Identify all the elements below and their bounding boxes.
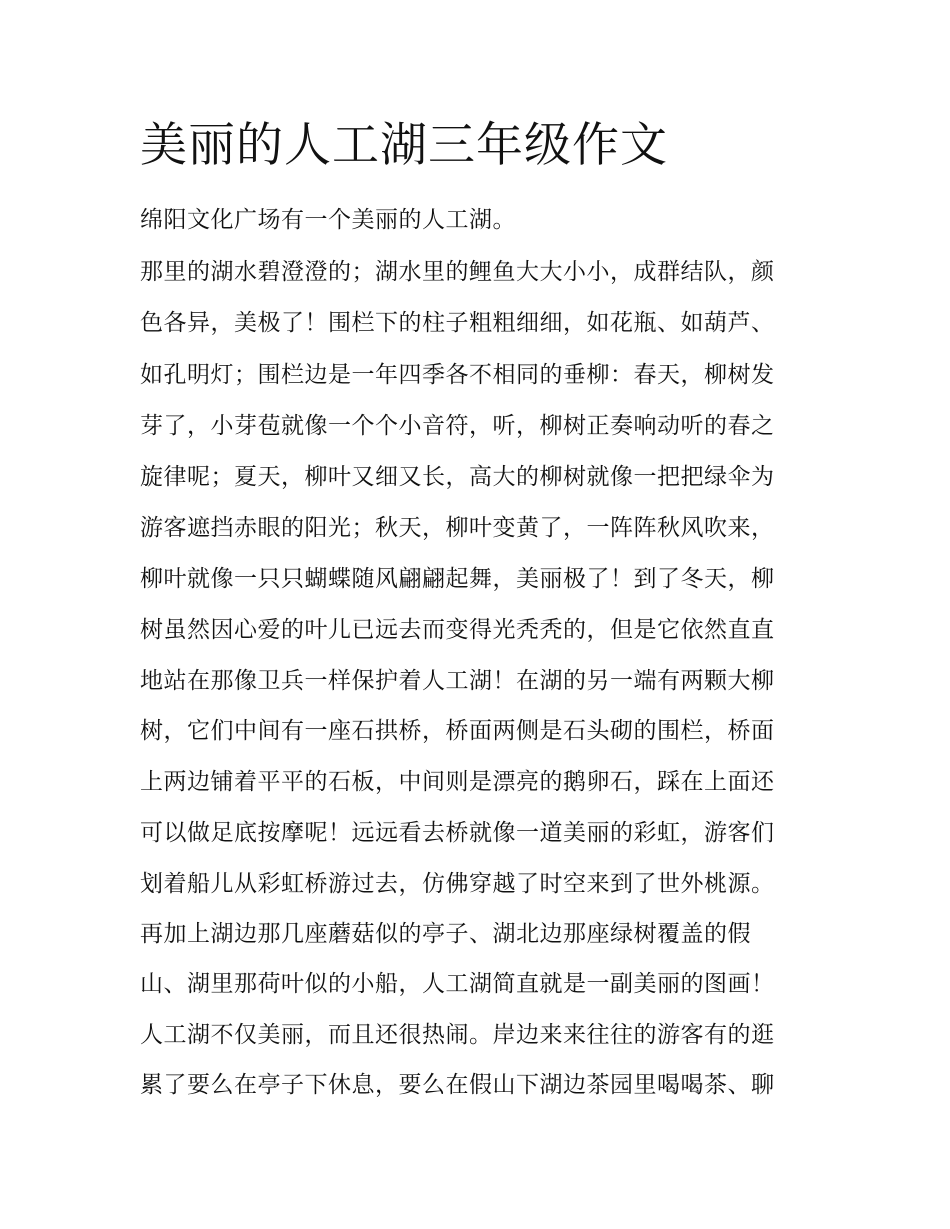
paragraph-line: 游客遮挡赤眼的阳光；秋天，柳叶变黄了，一阵阵秋风吹来， <box>140 515 775 541</box>
paragraph-line: 绵阳文化广场有一个美丽的人工湖。 <box>140 207 516 233</box>
paragraph-line: 芽了，小芽苞就像一个个小音符，听，柳树正奏响动听的春之 <box>140 413 775 439</box>
paragraph-line: 树虽然因心爱的叶儿已远去而变得光秃秃的，但是它依然直直 <box>140 617 775 643</box>
paragraph-line: 划着船儿从彩虹桥游过去，仿佛穿越了时空来到了世外桃源。 <box>140 871 775 897</box>
paragraph-line: 山、湖里那荷叶似的小船，人工湖简直就是一副美丽的图画！ <box>140 971 775 997</box>
paragraph-line: 再加上湖边那几座蘑菇似的亭子、湖北边那座绿树覆盖的假 <box>140 921 751 947</box>
paragraph-line: 旋律呢；夏天，柳叶又细又长，高大的柳树就像一把把绿伞为 <box>140 464 775 490</box>
paragraph-line: 可以做足底按摩呢！远远看去桥就像一道美丽的彩虹，游客们 <box>140 820 775 846</box>
paragraph-line: 那里的湖水碧澄澄的；湖水里的鲤鱼大大小小，成群结队，颜 <box>140 259 775 285</box>
paragraph-line: 如孔明灯；围栏边是一年四季各不相同的垂柳：春天，柳树发 <box>140 362 775 388</box>
paragraph-line: 地站在那像卫兵一样保护着人工湖！在湖的另一端有两颗大柳 <box>140 668 775 694</box>
paragraph-line: 树，它们中间有一座石拱桥，桥面两侧是石头砌的围栏，桥面 <box>140 718 775 744</box>
paragraph-line: 上两边铺着平平的石板，中间则是漂亮的鹅卵石，踩在上面还 <box>140 769 775 795</box>
paragraph-line: 色各异，美极了！围栏下的柱子粗粗细细，如花瓶、如葫芦、 <box>140 310 775 336</box>
paragraph-line: 柳叶就像一只只蝴蝶随风翩翩起舞，美丽极了！到了冬天，柳 <box>140 566 775 592</box>
paragraph-line: 人工湖不仅美丽，而且还很热闹。岸边来来往往的游客有的逛 <box>140 1022 775 1048</box>
paragraph-line: 累了要么在亭子下休息，要么在假山下湖边茶园里喝喝茶、聊 <box>140 1072 775 1098</box>
document-title: 美丽的人工湖三年级作文 <box>140 118 668 173</box>
